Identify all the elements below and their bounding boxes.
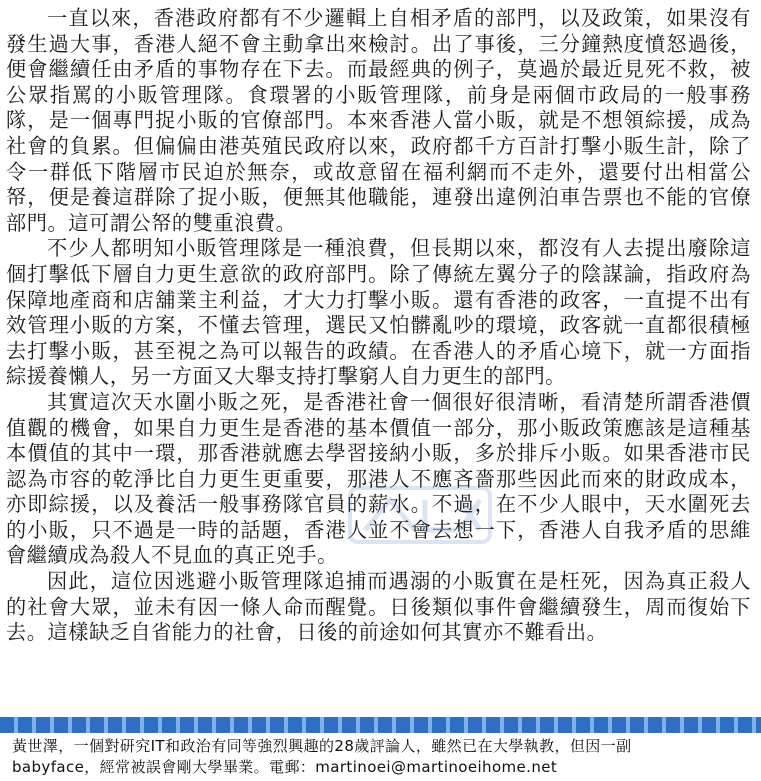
article-paragraph-3: 其實這次天水圍小販之死，是香港社會一個很好很清晰，看清楚所謂香港價值觀的機會，如果自力更生是香港的基本價值一部分，那小販政策應該是這種基本價值的其中一環，那香港就應去學習接納小販，多於排斥小販。如果香港市民認為市容的乾淨比自力更生更重要，那港人不應吝嗇那些因此而來的財政成本，亦即綜援，以及養活一般事務隊官員的薪水。不過，在不少人眼中，天水圍死去的小販，只不過是一時的話題，香港人並不會去想一下，香港人自我矛盾的思維會繼續成為殺人不見血的真正兇手。 [6, 389, 751, 568]
article-paragraph-2: 不少人都明知小販管理隊是一種浪費，但長期以來，都沒有人去提出廢除這個打擊低下層自力更生意欲的政府部門。除了傳統左翼分子的陰謀論，指政府為保障地產商和店舖業主利益，才大力打擊小販。還有香港的政客，一直提不出有效管理小販的方案，不懂去管理，選民又怕髒亂吵的環境，政客就一直都很積極去打擊小販，甚至視之為可以報告的政績。在香港人的矛盾心境下，就一方面指綜援養懶人，另一方面又大舉支持打擊窮人自力更生的部門。 [6, 236, 751, 389]
article-paragraph-1: 一直以來，香港政府都有不少邏輯上自相矛盾的部門，以及政策，如果沒有發生過大事，香港人絕不會主動拿出來檢討。出了事後，三分鐘熱度憤怒過後，便會繼續任由矛盾的事物存在下去。而最經典的例子，莫過於最近見死不救，被公眾指罵的小販管理隊。食環署的小販管理隊，前身是兩個市政局的一般事務隊，是一個專門捉小販的官僚部門。本來香港人當小販，就是不想領綜援，成為社會的負累。但偏偏由港英殖民政府以來，政府都千方百計打擊小販生計，除了令一群低下階層市民迫於無奈，或故意留在福利網而不走外，還要付出相當公帑，便是養這群除了捉小販，便無其他職能，連發出違例泊車告票也不能的官僚部門。這可謂公帑的雙重浪費。 [6, 6, 751, 235]
blue-divider-bar [0, 717, 761, 733]
author-bio [0, 733, 761, 781]
article-paragraph-4: 因此，這位因逃避小販管理隊追捕而遇溺的小販實在是枉死，因為真正殺人的社會大眾，並未有因一條人命而醒覺。日後類似事件會繼續發生，周而復始下去。這樣缺乏自省能力的社會，日後的前途如何其實亦不難看出。 [6, 569, 751, 645]
author-bio-line-2: babyface，經常被誤會剛大學畢業。電郵：martinoei@martinoeihome.net [12, 758, 558, 776]
author-bio-line-1: 黃世澤，一個對研究IT和政治有同等強烈興趣的28歲評論人，雖然已在大學執教，但因一副 [12, 737, 632, 755]
